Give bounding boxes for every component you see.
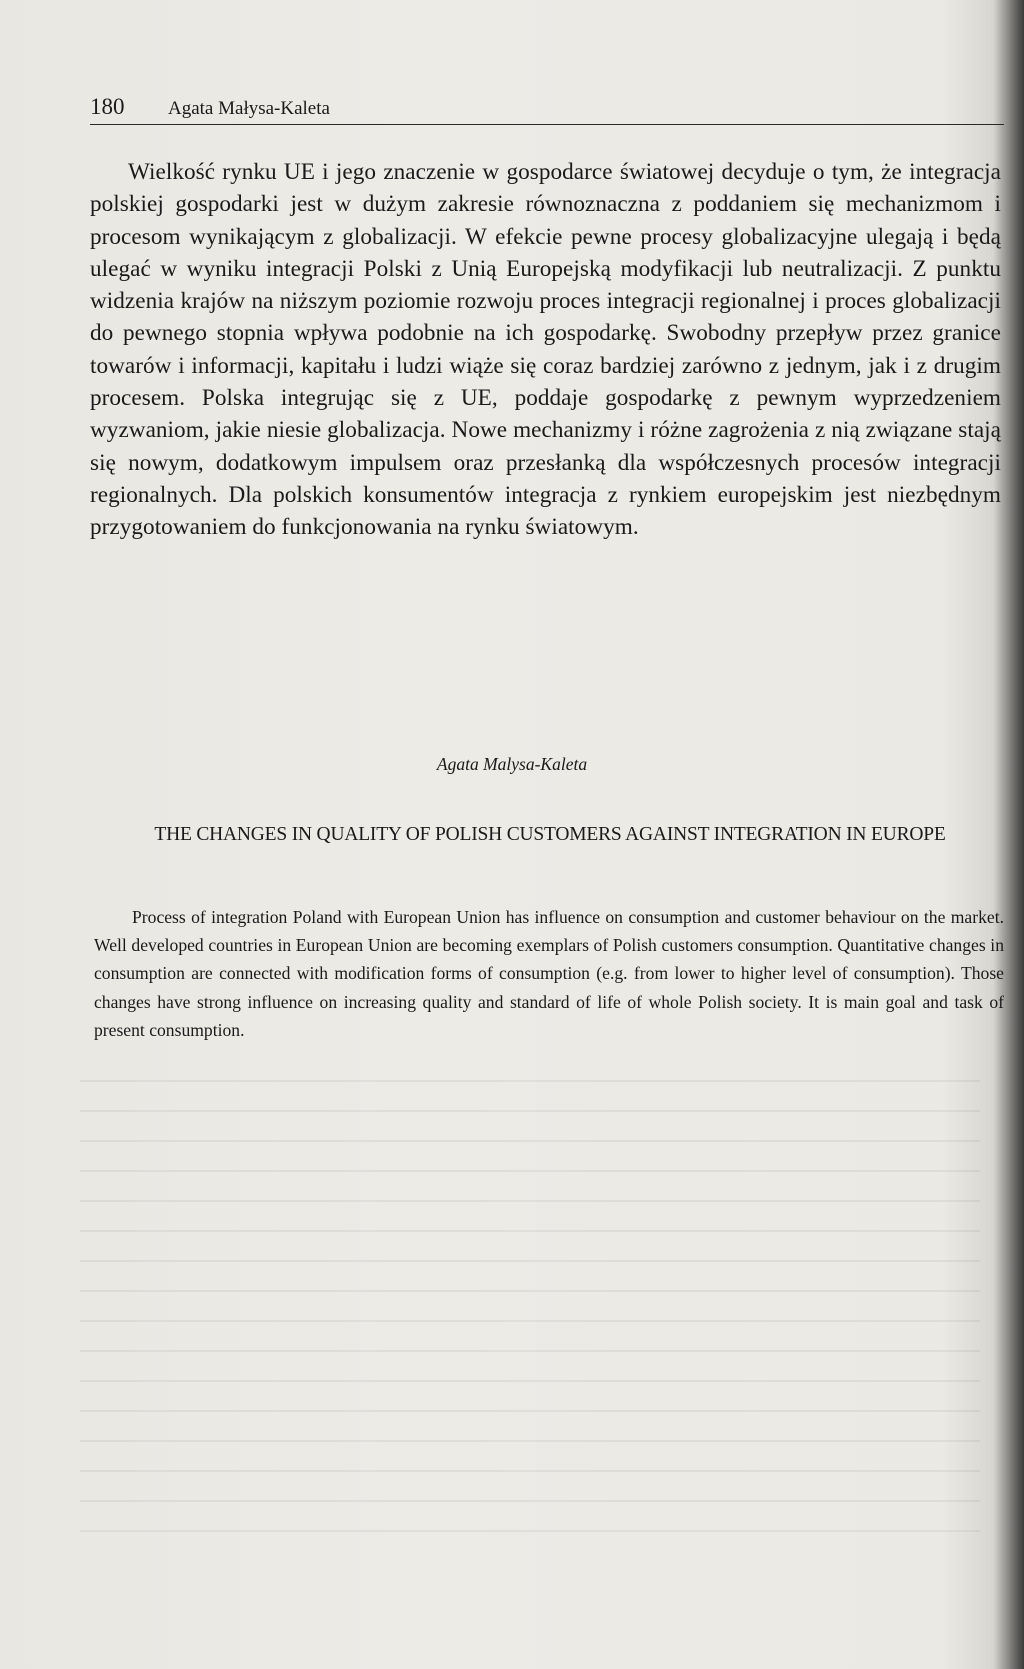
summary-author: Agata Malysa-Kaleta: [436, 754, 588, 774]
show-through-texture: [80, 1080, 980, 1600]
body-paragraph: Wielkość rynku UE i jego znaczenie w gospodarce światowej decyduje o tym, że integracja polskiej gospodarki jest w dużym zakresie równoznaczna z poddaniem się mechanizmom i procesom wynikającym z globalizacji. W efekcie pewne procesy globalizacyjne ulegają i będą ulegać w wyniku integracji Polski z Unią Europejską modyfikacji lub neutralizacji. Z punktu widzenia krajów na niższym poziomie rozwoju proces integracji regionalnej i proces globalizacji do pewnego stopnia wpływa podobnie na ich gospodarkę. Swobodny przepływ przez granice towarów i informacji, kapitału i ludzi wiąże się coraz bardziej zarówno z jednym, jak i z drugim procesem. Polska integrując się z UE, poddaje gospodarkę z pewnym wyprzedzeniem wyzwaniom, jakie niesie globalizacja. Nowe mechanizmy i różne zagrożenia z nią związane stają się nowym, dodatkowym impulsem oraz przesłanką dla współczesnych procesów integracji regionalnych. Dla polskich konsumentów integracja z rynkiem europejskim jest niezbędnym przygotowaniem do funkcjonowania na rynku światowym.: [90, 159, 1001, 541]
summary-title: THE CHANGES IN QUALITY OF POLISH CUSTOMERS AGAINST INTEGRATION IN EUROPE: [154, 824, 946, 845]
summary-text: Process of integration Poland with European Union has influence on consumption and customer behaviour on the market. Well developed countries in European Union are becoming exemplars of Polish customers consumption. Quantitative changes in consumption are connected with modification forms of consumption (e.g. from lower to higher level of consumption). Those changes have strong influence on increasing quality and standard of life of whole Polish society. It is main goal and task of present consumption.: [94, 907, 1004, 1040]
page-number: 180: [90, 94, 125, 119]
header-rule: [90, 124, 1004, 125]
running-head-author: Agata Małysa-Kaleta: [168, 98, 330, 119]
running-head: [90, 94, 1004, 124]
